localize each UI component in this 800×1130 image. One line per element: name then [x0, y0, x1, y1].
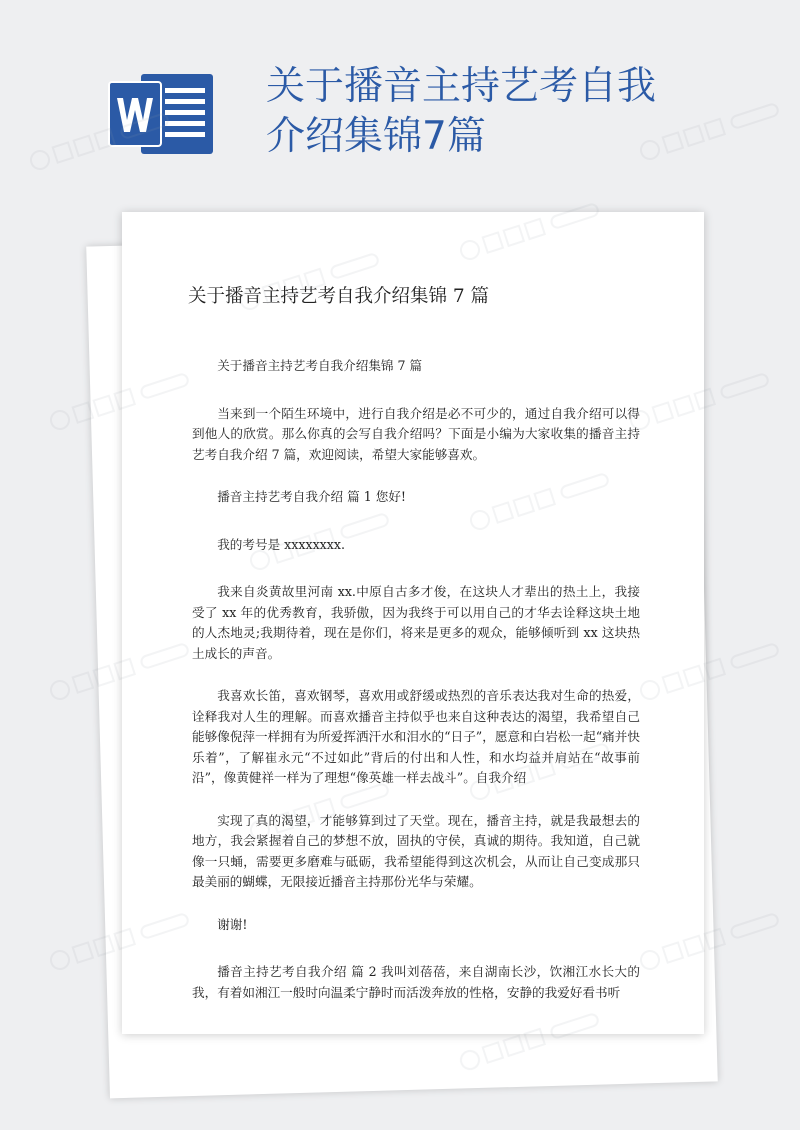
document-body: [192, 356, 640, 1025]
paragraph: 我喜欢长笛，喜欢钢琴，喜欢用或舒缓或热烈的音乐表达我对生命的热爱，诠释我对人生的理解。而喜欢播音主持似乎也来自这种表达的渴望，我希望自己能够像倪萍一样拥有为所爱挥洒汗水和泪水的“日子”，愿意和白岩松一起“痛并快乐着”，了解崔永元“不过如此”背后的付出和人性，和水均益并肩站在“故事前沿”，像黄健祥一样为了理想“像英雄一样去战斗”。自我介绍: [192, 688, 640, 785]
document-title: 关于播音主持艺考自我介绍集锦 7 篇: [188, 286, 490, 307]
paragraph: 当来到一个陌生环境中，进行自我介绍是必不可少的，通过自我介绍可以得到他人的欣赏。那么你真的会写自我介绍吗？下面是小编为大家收集的播音主持艺考自我介绍 7 篇，欢迎阅读，希望大家能够喜欢。: [192, 405, 640, 462]
page-headline: [266, 62, 736, 162]
word-document-icon: [107, 68, 217, 158]
paragraph: 关于播音主持艺考自我介绍集锦 7 篇: [217, 358, 423, 373]
paragraph: 谢谢!: [217, 916, 248, 932]
paragraph: 播音主持艺考自我介绍 篇 2 我叫刘蓓蓓，来自湖南长沙，饮湘江水长大的我，有着如湘江一般时向温柔宁静时而活泼奔放的性格，安静的我爱好看书听: [192, 964, 640, 1000]
headline-line-2: 介绍集锦7篇: [266, 114, 486, 159]
paragraph: 播音主持艺考自我介绍 篇 1 您好!: [217, 489, 406, 504]
paragraph: 我来自炎黄故里河南 xx.中原自古多才俊，在这块人才辈出的热土上，我接受了 xx 年的优秀教育，我骄傲，因为我终于可以用自己的才华去诠释这块土地的人杰地灵;我期待着，现在是你们，将来是更多的观众，能够倾听到 xx 这块热土成长的声音。: [192, 584, 640, 661]
document-page: [122, 212, 704, 1034]
paragraph: 实现了真的渴望，才能够算到过了天堂。现在，播音主持，就是我最想去的地方，我会紧握着自己的梦想不放，固执的守侯，真诚的期待。我知道，自己就像一只蛹，需要更多磨难与砥砺，我希望能得到这次机会，从而让自己变成那只最美丽的蝴蝶，无限接近播音主持那份光华与荣耀。: [192, 812, 640, 889]
paragraph: 我的考号是 xxxxxxxx.: [217, 536, 345, 552]
headline-line-1: 关于播音主持艺考自我: [266, 64, 657, 109]
